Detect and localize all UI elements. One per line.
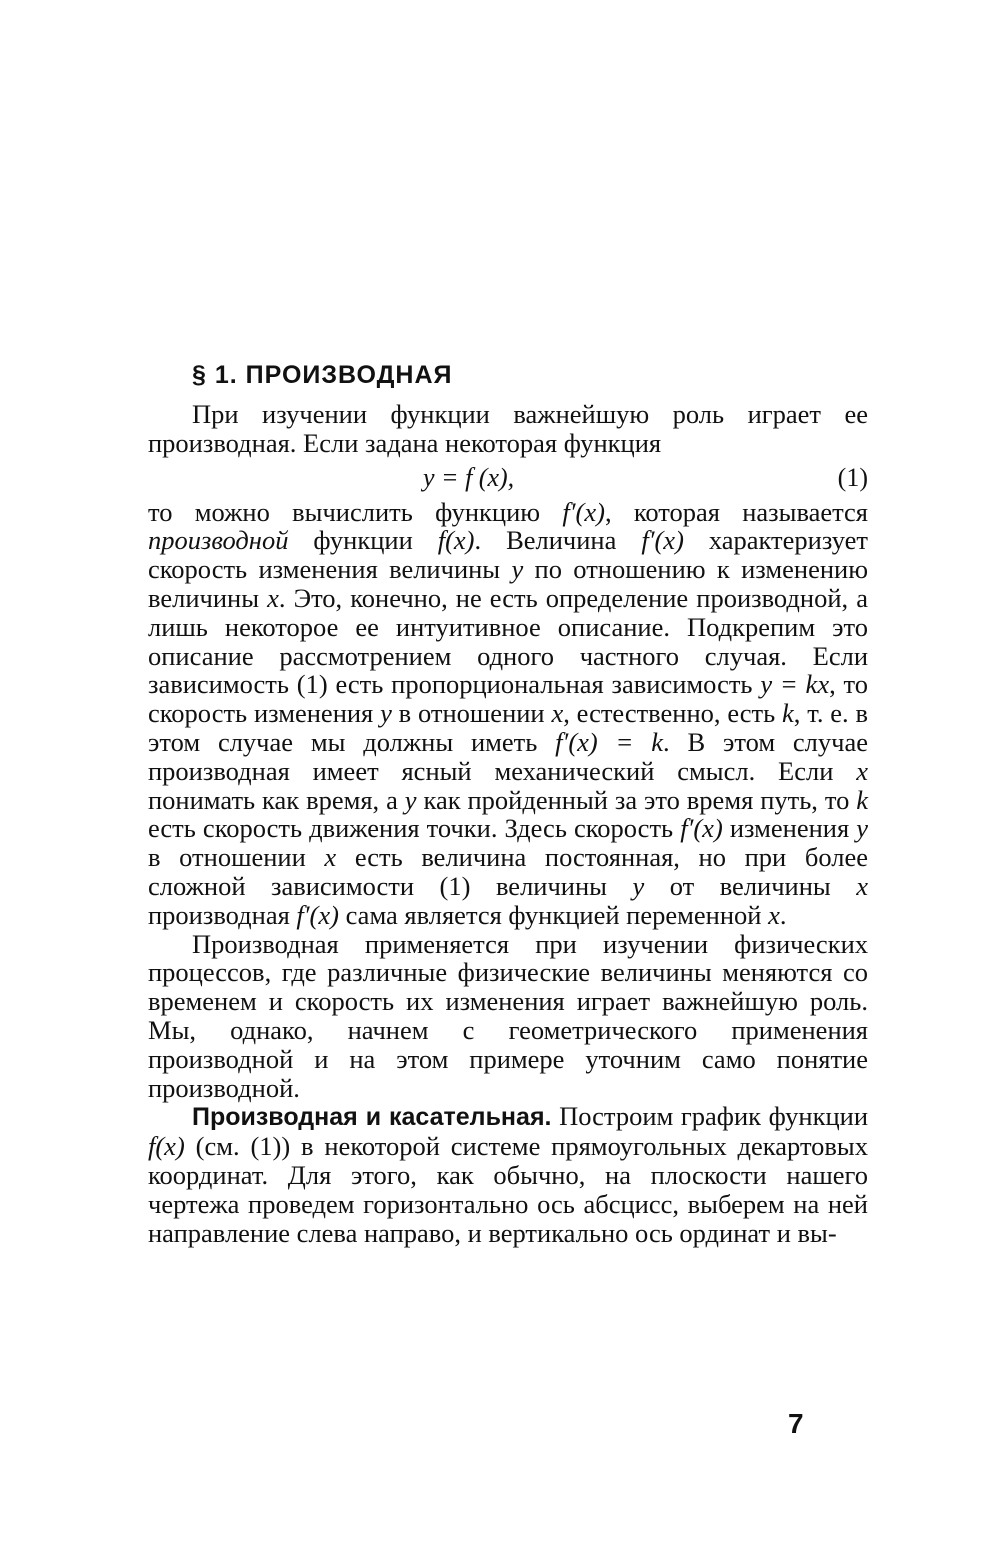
text-span: производная: [148, 899, 297, 930]
text-span: то можно вычислить функцию: [148, 496, 563, 527]
text-span: (см. (1)) в некоторой системе прямоугольных декартовых координат. Для этого, как обычно, на плоскости нашего чертежа проведем горизонтально ось абсцисс, выберем на ней направление слева направо, и вертикально ось ординат и вы-: [148, 1131, 868, 1248]
math-span: x: [324, 842, 337, 873]
text-span: , т. е. в этом случае мы должны иметь: [148, 698, 868, 757]
math-span: x: [768, 899, 780, 930]
emphasis-term: производной: [148, 525, 289, 556]
text-span: , которая называется: [604, 496, 868, 527]
math-span: f(x): [148, 1131, 185, 1162]
text-span: есть скорость движения точки. Здесь скорость: [148, 813, 681, 844]
math-span: y: [511, 554, 524, 585]
text-span: в отношении: [391, 698, 552, 729]
math-span: k: [856, 784, 868, 815]
math-span: x: [856, 755, 868, 786]
math-span: x: [551, 698, 564, 729]
paragraph-2: [148, 498, 868, 930]
math-span: f′(x): [680, 813, 723, 844]
text-span: . Величина: [474, 525, 642, 556]
section-heading: § 1. ПРОИЗВОДНАЯ: [192, 361, 453, 389]
text-span: понимать как время, а: [148, 784, 405, 815]
math-span: y: [380, 698, 392, 729]
paragraph-4: [148, 1102, 868, 1247]
math-span: x: [267, 582, 279, 613]
text-span: изменения: [722, 813, 857, 844]
math-span: y: [404, 784, 417, 815]
text-span: . В этом случае производная имеет ясный механический смысл. Если: [148, 726, 868, 786]
math-span: f(x): [437, 525, 475, 556]
formula-1: [148, 458, 868, 498]
text-span: , естественно, есть: [563, 698, 783, 729]
math-span: x: [856, 870, 868, 901]
page-content: [148, 358, 868, 1247]
text-span: по отношению к изменению величины: [148, 554, 868, 613]
text-span: Построим график функции: [551, 1101, 868, 1132]
text-span: есть величина постоянная, но при более сложной зависимости (1) величины: [148, 842, 868, 901]
math-span: y = kx: [760, 669, 830, 700]
text-span: в отношении: [148, 842, 325, 873]
text-span: от величины: [644, 870, 857, 901]
text-span: функции: [288, 525, 438, 556]
math-span: f′(x): [641, 525, 684, 556]
page-number: 7: [788, 1408, 804, 1439]
formula-expression: y = f (x),: [423, 462, 515, 492]
text-span: характеризует скорость изменения величины: [148, 525, 868, 585]
equation-number: (1): [837, 462, 868, 492]
text-span: как пройденный за это время путь, то: [416, 784, 857, 815]
math-span: f′(x): [562, 496, 605, 527]
text-span: .: [779, 899, 787, 930]
text-span: сама является функцией переменной: [338, 899, 769, 930]
text-span: , то скорость изменения: [148, 669, 869, 729]
math-span: y: [632, 870, 645, 901]
math-span: f′(x): [296, 899, 339, 930]
paragraph-3: Производная применяется при изучении физических процессов, где различные физические величины меняются со временем и скорость их изменения играет важнейшую роль. Мы, однако, начнем с геометрического применения производной и на этом примере уточним само понятие производной.: [148, 928, 868, 1103]
run-in-heading: Производная и касательная.: [192, 1103, 552, 1132]
paragraph-1: При изучении функции важнейшую роль играет ее производная. Если задана некоторая функция: [148, 399, 868, 458]
math-span: k: [782, 698, 794, 729]
math-span: y: [856, 813, 869, 844]
text-span: . Это, конечно, не есть определение производной, а лишь некоторое ее интуитивное описание. Подкрепим это описание рассмотрением одного частного случая. Если зависимость (1) есть пропорциональная зависимость: [148, 582, 868, 700]
math-span: f′(x) = k: [555, 726, 664, 757]
